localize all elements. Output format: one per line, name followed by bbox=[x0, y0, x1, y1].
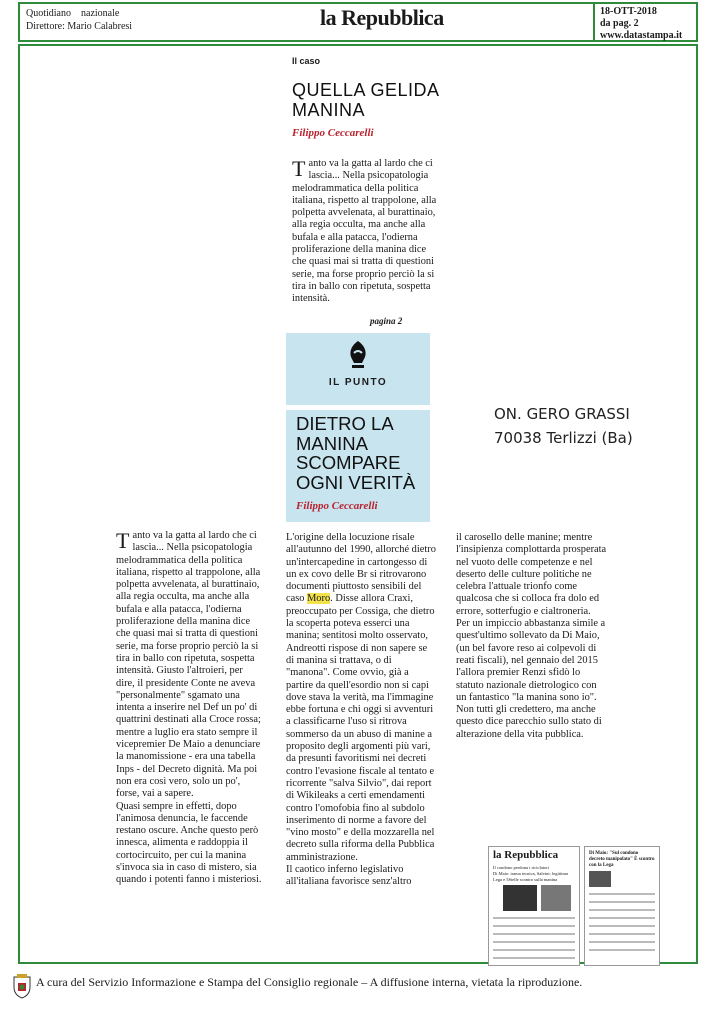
teaser-page-ref: pagina 2 bbox=[370, 316, 403, 326]
article-headline: DIETRO LA MANINA SCOMPARE OGNI VERITÀ bbox=[296, 413, 416, 493]
article-headline-box bbox=[286, 410, 430, 522]
masthead: la Repubblica bbox=[320, 5, 444, 30]
thumb-rule bbox=[589, 917, 655, 919]
article-column-2 bbox=[286, 532, 436, 889]
footer-note: A cura del Servizio Informazione e Stampa del Consiglio regionale – A diffusione interna, vietata la riproduzione. bbox=[36, 975, 583, 989]
address-stamp bbox=[494, 402, 633, 450]
thumb-rule bbox=[493, 925, 575, 927]
website: www.datastampa.it bbox=[600, 30, 683, 41]
kicker: Il caso bbox=[292, 56, 321, 66]
col1-para2: Quasi sempre in effetti, dopo l'animosa denuncia, le faccende restano oscure. Anche questo però innesca, alimenta e raddoppia il cortocircuito, per cui la manina s'invoca sia in caso di mistero, sia quando i potenti fanno i misteriosi. bbox=[116, 800, 262, 886]
highlighted-word: Moro bbox=[307, 593, 331, 605]
col2-para1-post: . Disse allora Craxi, preoccupato per Cossiga, che dietro la scoperta poteva esserci una manina; sentitosi molto osservato, Andreotti rispose di non sapere se di manina si trattava, o di "manona". Come ovvio, già a partire da quell'esordio non si capì dove stava la verità, ma l'immagine ebbe fortuna e chi oggi si avventuri a classificarne l'uso si ritrova sommerso da un abuso di manine a proposito degli argomenti più vari, da presunti favoritismi nei decreti contro l'evasione fiscale al tentato e ricorrente "salva Silvio", dai report di Wikileaks a certi emendamenti contro l'omofobia fino al subdolo inserimento di norme a favore del "vino mosto" e della mozzarella nel decreto sulla riforma della Pubblica amministrazione. bbox=[286, 593, 435, 863]
col3-para2: Per un impiccio abbastanza simile a quest'ultimo sollevato da Di Maio, (un bel favore reso ai colpevoli di reati fiscali), nel gennaio del 2015 l'allora premier Renzi sfidò lo statuto nazionale dietrologico con un fantastico "la manina sono io". Non tutti gli credettero, ma anche questo dice parecchio sullo stato di alterazione della vita pubblica. bbox=[456, 618, 606, 740]
il-punto-box bbox=[286, 333, 430, 405]
col1-para1: anto va la gatta al lardo che ci lascia... Nella psicopatologia melodrammatica della politica italiana, rispetto al trappolone, alla polpetta avvelenata, al burattinaio, alla regia occulta, ma anche alla bufala e alla patacca, l'odierna proliferazione della manina dice che quasi mai si tratta di questioni serie, ma forse proprio perciò la si tira in ballo con ripetuta, sospetta intensità. Giusto l'altroieri, per dire, il presidente Conte ne aveva "personalmente" sgamato una intenta a inserire nel Def un po' di quattrini destinati alla Croce rossa; mentre a luglio era stato sempre il vicepremier De Maio a denunciare la manomissione - era una tabella Inps - del Decreto dignità. Ma poi non era così vero, solo un po', forse, vai a sapere. bbox=[116, 530, 261, 800]
article-author: Filippo Ceccarelli bbox=[296, 500, 378, 512]
thumb-rule bbox=[493, 917, 575, 919]
regional-crest-icon bbox=[12, 973, 32, 999]
article-column-3 bbox=[456, 532, 608, 741]
thumb-rule bbox=[589, 909, 655, 911]
thumb-rule bbox=[493, 933, 575, 935]
thumb2-photo bbox=[589, 871, 611, 887]
thumb-rule bbox=[493, 949, 575, 951]
header-right bbox=[600, 6, 682, 42]
teaser-headline: QUELLA GELIDA MANINA bbox=[292, 80, 439, 120]
thumb-rule bbox=[493, 957, 575, 959]
thumb-photo-2 bbox=[541, 885, 571, 911]
thumb-rule bbox=[493, 941, 575, 943]
thumb-rule bbox=[589, 933, 655, 935]
thumb-line-2: Di Maio: trama tecnica, Salvini: legittima bbox=[493, 871, 568, 876]
article-dropcap: T bbox=[116, 528, 130, 553]
page-ref: da pag. 2 bbox=[600, 18, 639, 29]
front-page-thumbnail bbox=[488, 846, 580, 966]
thumb-rule bbox=[589, 949, 655, 951]
article-column-1 bbox=[116, 530, 264, 887]
pen-nib-icon bbox=[344, 339, 372, 376]
col3-para1: il carosello delle manine; mentre l'insipienza complottarda prosperata nel vuoto delle competenze e nel deserto delle culture politiche ne celebra l'attuale trionfo come qualcosa che si colloca fra dolo ed errore, sotterfugio e cialtroneria. bbox=[456, 532, 607, 617]
teaser-dropcap: T bbox=[292, 156, 306, 181]
clipping-header bbox=[18, 2, 698, 42]
thumb-rule bbox=[589, 901, 655, 903]
teaser-author: Filippo Ceccarelli bbox=[292, 127, 374, 139]
paper-scope: nazionale bbox=[81, 8, 120, 19]
thumb-masthead: la Repubblica bbox=[493, 849, 559, 861]
stamp-address: 70038 Terlizzi (Ba) bbox=[494, 429, 633, 447]
thumb-rule bbox=[589, 893, 655, 895]
thumb-rule bbox=[589, 941, 655, 943]
teaser-text bbox=[292, 158, 442, 306]
stamp-name: ON. GERO GRASSI bbox=[494, 405, 630, 423]
director: Direttore: Mario Calabresi bbox=[26, 21, 133, 32]
date: 18-OTT-2018 bbox=[600, 6, 657, 17]
thumb-line-1: Il condono perdona i riciclatori bbox=[493, 865, 549, 870]
thumb-line-3: Lega e 5Stelle scontro sulla manina bbox=[493, 877, 558, 882]
paper-type: Quotidiano bbox=[26, 8, 71, 19]
teaser-body: anto va la gatta al lardo che ci lascia... Nella psicopatologia melodrammatica della politica italiana, rispetto al trappolone, alla polpetta avvelenata, al burattinaio, alla regia occulta, ma anche alla bufala e alla patacca, l'odierna proliferazione della manina dice che quasi mai si tratta di questioni serie, ma forse proprio perciò la si tira in ballo con ripetuta, sospetta intensità. bbox=[292, 158, 437, 305]
il-punto-label: IL PUNTO bbox=[328, 377, 388, 388]
thumb2-headline: Di Maio: "Sul condono decreto manipolato" È scontro con la Lega bbox=[589, 851, 655, 868]
header-left bbox=[26, 7, 132, 33]
col2-para2: Il caotico inferno legislativo all'italiana favorisce senz'altro bbox=[286, 864, 412, 888]
thumb-photo bbox=[503, 885, 537, 911]
inner-page-thumbnail bbox=[584, 846, 660, 966]
col2-para1-pre: L'origine della locuzione risale all'autunno del 1990, allorché dietro un'intercapedine in cartongesso di un ex covo delle Br si ritrovarono documenti piuttosto sensibili del caso bbox=[286, 532, 436, 605]
thumb-rule bbox=[589, 925, 655, 927]
header-divider bbox=[593, 4, 595, 40]
